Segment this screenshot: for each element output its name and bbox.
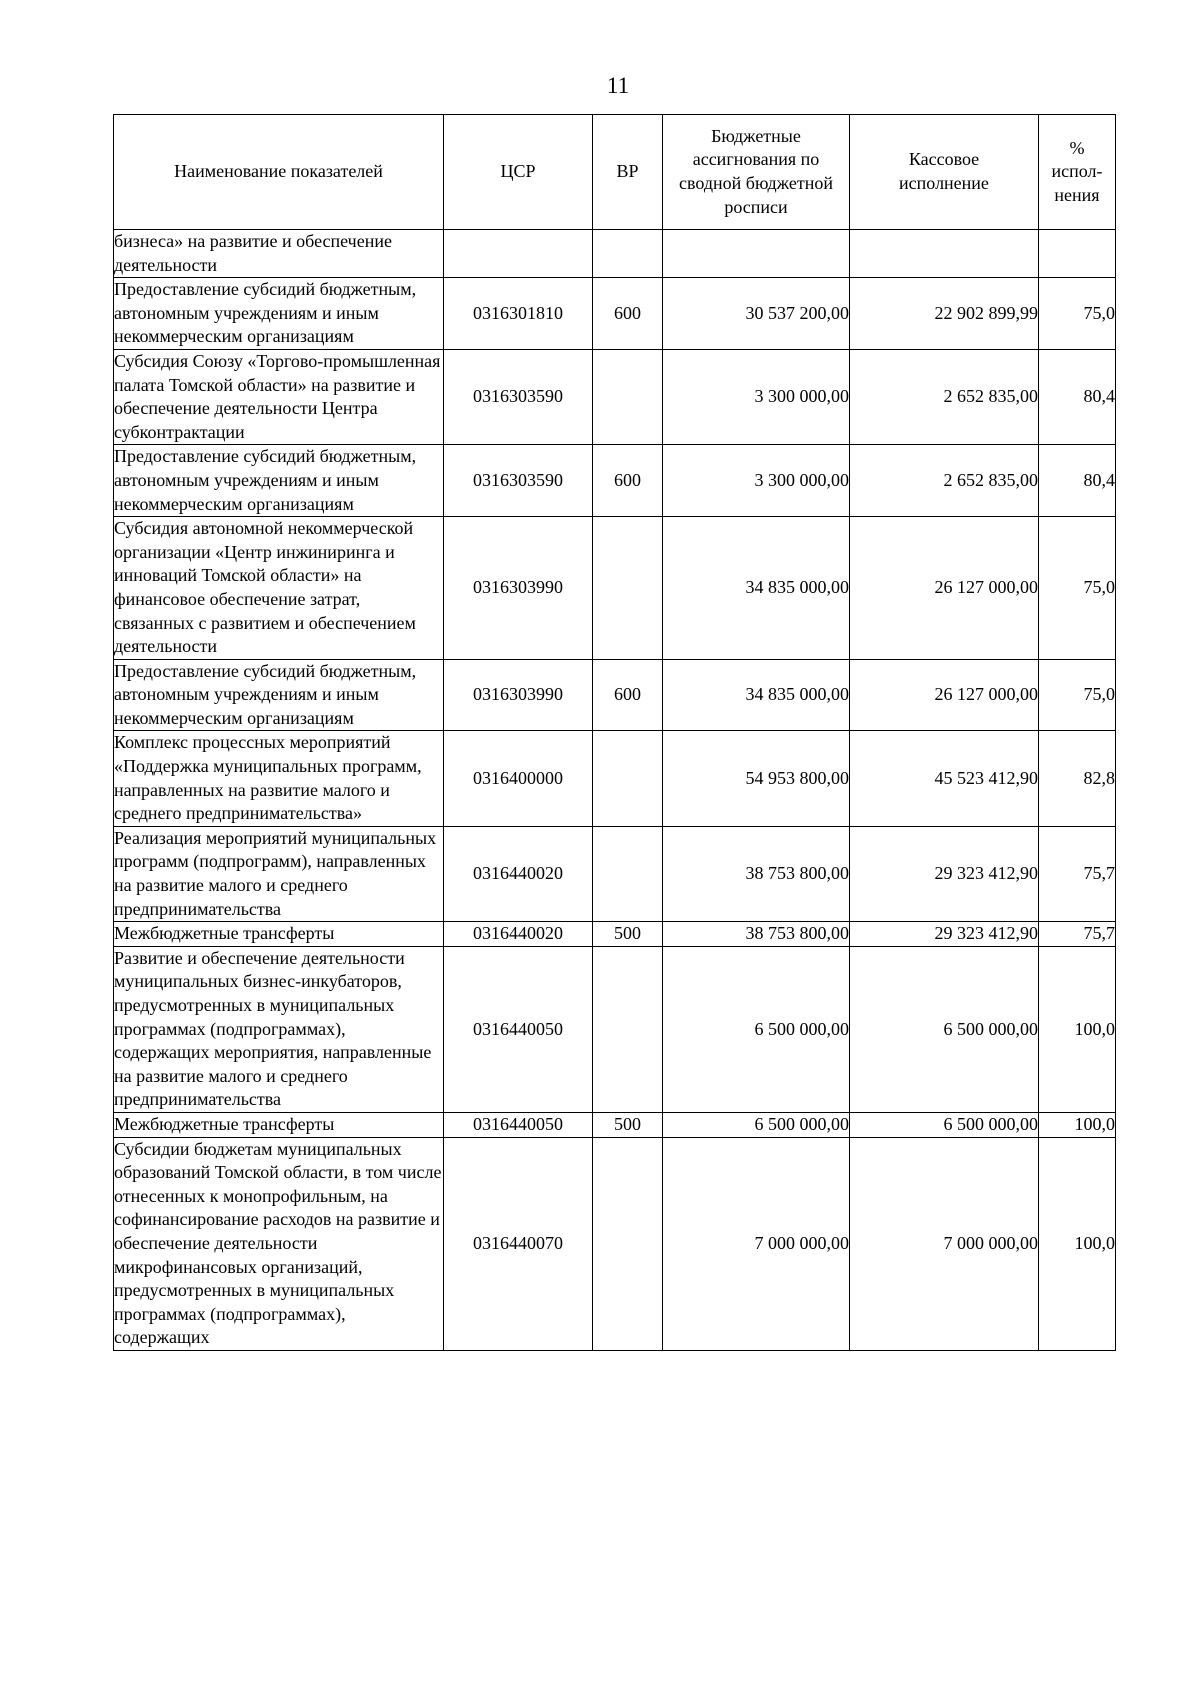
cell-execution-percent: 82,8 (1039, 731, 1116, 826)
table-row (114, 349, 1116, 444)
cell-cash-execution: 45 523 412,90 (850, 731, 1039, 826)
header-execution-percent: % испол-нения (1039, 115, 1116, 230)
cell-cash-execution: 2 652 835,00 (850, 445, 1039, 517)
cell-execution-percent: 75,7 (1039, 922, 1116, 947)
cell-csr: 0316303590 (444, 445, 593, 517)
cell-csr: 0316303590 (444, 349, 593, 444)
cell-cash-execution: 22 902 899,99 (850, 278, 1039, 350)
table-row (114, 922, 1116, 947)
cell-budget-allocations (663, 230, 850, 278)
cell-budget-allocations: 3 300 000,00 (663, 445, 850, 517)
cell-vr (593, 731, 663, 826)
cell-execution-percent: 80,4 (1039, 349, 1116, 444)
cell-indicator-name: Предоставление субсидий бюджетным, автономным учреждениям и иным некоммерческим организациям (114, 278, 444, 350)
cell-cash-execution: 6 500 000,00 (850, 1112, 1039, 1137)
cell-csr: 0316440020 (444, 922, 593, 947)
header-budget-allocations: Бюджетные ассигнования по сводной бюджетной росписи (663, 115, 850, 230)
cell-indicator-name: Субсидия автономной некоммерческой организации «Центр инжиниринга и инноваций Томской области» на финансовое обеспечение затрат, связанных с развитием и обеспечением деятельности (114, 517, 444, 660)
cell-indicator-name: Субсидия Союзу «Торгово-промышленная палата Томской области» на развитие и обеспечение деятельности Центра субконтрактации (114, 349, 444, 444)
cell-cash-execution: 2 652 835,00 (850, 349, 1039, 444)
header-indicator-name: Наименование показателей (114, 115, 444, 230)
cell-csr: 0316400000 (444, 731, 593, 826)
cell-csr: 0316303990 (444, 659, 593, 731)
cell-indicator-name: Развитие и обеспечение деятельности муниципальных бизнес-инкубаторов, предусмотренных в муниципальных программах (подпрограммах), содержащих мероприятия, направленные на развитие малого и среднего предпринимательства (114, 946, 444, 1112)
cell-vr (593, 946, 663, 1112)
cell-budget-allocations: 38 753 800,00 (663, 922, 850, 947)
cell-execution-percent: 100,0 (1039, 1137, 1116, 1350)
cell-indicator-name: Реализация мероприятий муниципальных программ (подпрограмм), направленных на развитие малого и среднего предпринимательства (114, 826, 444, 921)
cell-indicator-name: Предоставление субсидий бюджетным, автономным учреждениям и иным некоммерческим организациям (114, 445, 444, 517)
cell-cash-execution: 26 127 000,00 (850, 659, 1039, 731)
cell-vr (593, 826, 663, 921)
page-number: 11 (606, 73, 630, 98)
header-csr: ЦСР (444, 115, 593, 230)
cell-budget-allocations: 3 300 000,00 (663, 349, 850, 444)
table-row (114, 1137, 1116, 1350)
cell-execution-percent: 80,4 (1039, 445, 1116, 517)
cell-indicator-name: Субсидии бюджетам муниципальных образований Томской области, в том числе отнесенных к монопрофильным, на софинансирование расходов на развитие и обеспечение деятельности микрофинансовых организаций, предусмотренных в муниципальных программах (подпрограммах), содержащих (114, 1137, 444, 1350)
table-body (114, 230, 1116, 1351)
cell-csr: 0316303990 (444, 517, 593, 660)
table-header-row (114, 115, 1116, 230)
cell-budget-allocations: 30 537 200,00 (663, 278, 850, 350)
cell-cash-execution: 6 500 000,00 (850, 946, 1039, 1112)
cell-execution-percent (1039, 230, 1116, 278)
budget-execution-table (113, 114, 1116, 1351)
cell-budget-allocations: 38 753 800,00 (663, 826, 850, 921)
cell-indicator-name: бизнеса» на развитие и обеспечение деятельности (114, 230, 444, 278)
cell-cash-execution: 7 000 000,00 (850, 1137, 1039, 1350)
table-row (114, 659, 1116, 731)
cell-csr (444, 230, 593, 278)
table-row (114, 946, 1116, 1112)
table-row (114, 517, 1116, 660)
cell-budget-allocations: 54 953 800,00 (663, 731, 850, 826)
header-vr: ВР (593, 115, 663, 230)
table-row (114, 826, 1116, 921)
table-row (114, 445, 1116, 517)
cell-execution-percent: 75,0 (1039, 278, 1116, 350)
table-row (114, 1112, 1116, 1137)
cell-budget-allocations: 34 835 000,00 (663, 659, 850, 731)
cell-vr: 500 (593, 922, 663, 947)
cell-budget-allocations: 34 835 000,00 (663, 517, 850, 660)
header-cash-execution: Кассовое исполнение (850, 115, 1039, 230)
cell-indicator-name: Межбюджетные трансферты (114, 922, 444, 947)
cell-budget-allocations: 7 000 000,00 (663, 1137, 850, 1350)
cell-execution-percent: 75,0 (1039, 659, 1116, 731)
table-row (114, 278, 1116, 350)
cell-vr (593, 517, 663, 660)
cell-budget-allocations: 6 500 000,00 (663, 1112, 850, 1137)
cell-vr: 600 (593, 278, 663, 350)
cell-execution-percent: 75,7 (1039, 826, 1116, 921)
table-row (114, 230, 1116, 278)
cell-csr: 0316301810 (444, 278, 593, 350)
cell-cash-execution: 26 127 000,00 (850, 517, 1039, 660)
cell-budget-allocations: 6 500 000,00 (663, 946, 850, 1112)
cell-execution-percent: 75,0 (1039, 517, 1116, 660)
cell-indicator-name: Предоставление субсидий бюджетным, автономным учреждениям и иным некоммерческим организациям (114, 659, 444, 731)
cell-cash-execution: 29 323 412,90 (850, 826, 1039, 921)
cell-vr: 500 (593, 1112, 663, 1137)
cell-csr: 0316440020 (444, 826, 593, 921)
cell-csr: 0316440070 (444, 1137, 593, 1350)
cell-execution-percent: 100,0 (1039, 946, 1116, 1112)
cell-execution-percent: 100,0 (1039, 1112, 1116, 1137)
cell-vr (593, 349, 663, 444)
cell-vr: 600 (593, 445, 663, 517)
cell-indicator-name: Комплекс процессных мероприятий «Поддержка муниципальных программ, направленных на развитие малого и среднего предпринимательства» (114, 731, 444, 826)
cell-vr (593, 1137, 663, 1350)
cell-csr: 0316440050 (444, 946, 593, 1112)
cell-csr: 0316440050 (444, 1112, 593, 1137)
cell-cash-execution: 29 323 412,90 (850, 922, 1039, 947)
table-row (114, 731, 1116, 826)
cell-cash-execution (850, 230, 1039, 278)
cell-vr: 600 (593, 659, 663, 731)
cell-vr (593, 230, 663, 278)
cell-indicator-name: Межбюджетные трансферты (114, 1112, 444, 1137)
